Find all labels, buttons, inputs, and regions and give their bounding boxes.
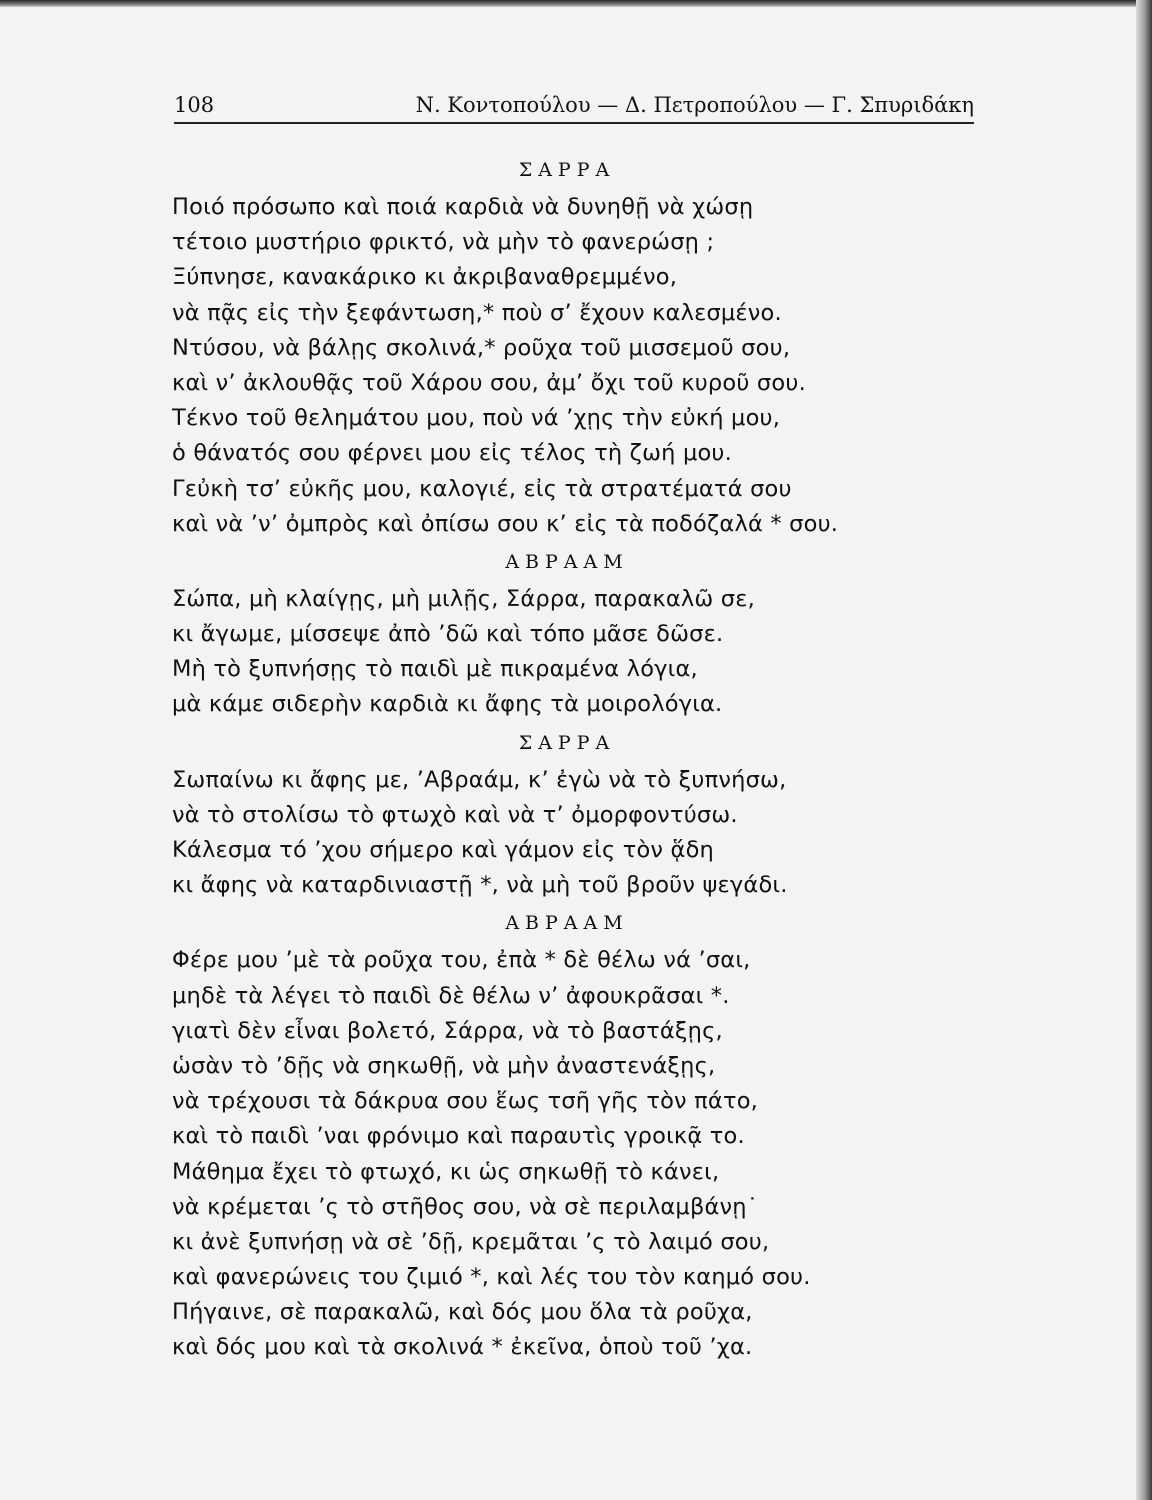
verse-line: Γεὐκὴ τσ’ εὐκῆς μου, καλογιέ, εἰς τὰ στρατέματά σου [172, 475, 792, 502]
running-header [174, 90, 974, 124]
verse-line: γιατὶ δὲν εἶναι βολετό, Σάρρα, νὰ τὸ βαστάξῃς, [172, 1017, 723, 1044]
verse-line: Μὴ τὸ ξυπνήσῃς τὸ παιδὶ μὲ πικραμένα λόγια, [172, 656, 698, 683]
verse-line: καὶ φανερώνεις του ζιμιό *, καὶ λές του τὸν καημό σου. [172, 1264, 811, 1291]
verse-line: Κάλεσμα τό ’χου σήμερο καὶ γάμον εἰς τὸν ᾅδη [172, 837, 714, 863]
verse-line: νὰ κρέμεται ’ς τὸ στῆθος σου, νὰ σὲ περιλαμβάνῃ˙ [172, 1193, 759, 1220]
verse-line: νὰ πᾷς εἰς τὴν ξεφάντωση,* ποὺ σ’ ἔχουν καλεσμένο. [172, 299, 782, 326]
verse-line: μηδὲ τὰ λέγει τὸ παιδὶ δὲ θέλω ν’ ἀφουκρᾶσαι *. [172, 982, 730, 1009]
verse-line: ὡσὰν τὸ ’δῇς νὰ σηκωθῇ, νὰ μὴν ἀναστενάξῃς, [172, 1052, 716, 1079]
verse-line: Σωπαίνω κι ἄφης με, ’Αβραάμ, κ’ ἐγὼ νὰ τὸ ξυπνήσω, [172, 766, 787, 793]
verse-line: ὁ θάνατός σου φέρνει μου εἰς τέλος τὴ ζωή μου. [172, 440, 732, 467]
verse-line: κι ἄφης νὰ καταρδινιαστῇ *, νὰ μὴ τοῦ βροῦν ψεγάδι. [172, 872, 788, 899]
verse-line: Τέκνο τοῦ θελημάτου μου, ποὺ νά ’χῃς τὴν εὐκή μου, [172, 405, 781, 432]
scan-right-edge [1136, 0, 1152, 1500]
verse-line: Ντύσου, νὰ βάλῃς σκολινά,* ροῦχα τοῦ μισσεμοῦ σου, [172, 334, 791, 361]
running-title: Ν. Κοντοπούλου — Δ. Πετροπούλου — Γ. Σπυριδάκη [415, 93, 974, 117]
verse-line: καὶ τὸ παιδὶ ’ναι φρόνιμο καὶ παραυτὶς γροικᾷ το. [172, 1123, 745, 1150]
verse-line: Φέρε μου ’μὲ τὰ ροῦχα του, ἐπὰ * δὲ θέλω νά ’σαι, [172, 947, 751, 974]
verse-line: κι ἄγωμε, μίσσεψε ἀπὸ ’δῶ καὶ τόπο μᾶσε δῶσε. [172, 621, 724, 648]
verse-line: καὶ δός μου καὶ τὰ σκολινά * ἐκεῖνα, ὁποὺ τοῦ ’χα. [172, 1334, 753, 1361]
verse-line: Ποιό πρόσωπο καὶ ποιά καρδιὰ νὰ δυνηθῇ νὰ χώσῃ [172, 194, 754, 220]
verse-line: Ξύπνησε, κανακάρικο κι ἀκριβαναθρεμμένο, [172, 264, 678, 291]
page-number: 108 [174, 93, 215, 117]
verse-line: κι ἀνὲ ξυπνήσῃ νὰ σὲ ’δῇ, κρεμᾶται ’ς τὸ λαιμό σου, [172, 1228, 770, 1255]
verse-line: τέτοιο μυστήριο φρικτό, νὰ μὴν τὸ φανερώσῃ ; [172, 229, 715, 256]
verse-line: καὶ νὰ ’ν’ ὀμπρὸς καὶ ὀπίσω σου κ’ εἰς τὰ ποδόζαλά * σου. [172, 510, 839, 537]
verse-line: Πήγαινε, σὲ παρακαλῶ, καὶ δός μου ὅλα τὰ ροῦχα, [172, 1299, 753, 1326]
speaker-heading: ΑΒΡΑΑΜ [505, 912, 629, 935]
speaker-heading: ΣΑΡΡΑ [518, 731, 616, 754]
speaker-heading: ΑΒΡΑΑΜ [505, 550, 629, 573]
verse-line: Σώπα, μὴ κλαίγῃς, μὴ μιλῇς, Σάρρα, παρακαλῶ σε, [172, 585, 755, 612]
play-text [172, 150, 972, 1366]
verse-line: καὶ ν’ ἀκλουθᾷς τοῦ Χάρου σου, ἀμ’ ὄχι τοῦ κυροῦ σου. [172, 369, 806, 396]
verse-line: νὰ τὸ στολίσω τὸ φτωχὸ καὶ νὰ τ’ ὀμορφοντύσω. [172, 801, 738, 828]
speaker-heading: ΣΑΡΡΑ [518, 159, 616, 181]
verse-line: Μάθημα ἔχει τὸ φτωχό, κι ὡς σηκωθῇ τὸ κάνει, [172, 1158, 720, 1185]
verse-line: νὰ τρέχουσι τὰ δάκρυα σου ἕως τσῆ γῆς τὸν πάτο, [172, 1088, 759, 1115]
scan-top-edge [0, 0, 1152, 7]
verse-line: μὰ κάμε σιδερὴν καρδιὰ κι ἄφης τὰ μοιρολόγια. [172, 691, 723, 718]
